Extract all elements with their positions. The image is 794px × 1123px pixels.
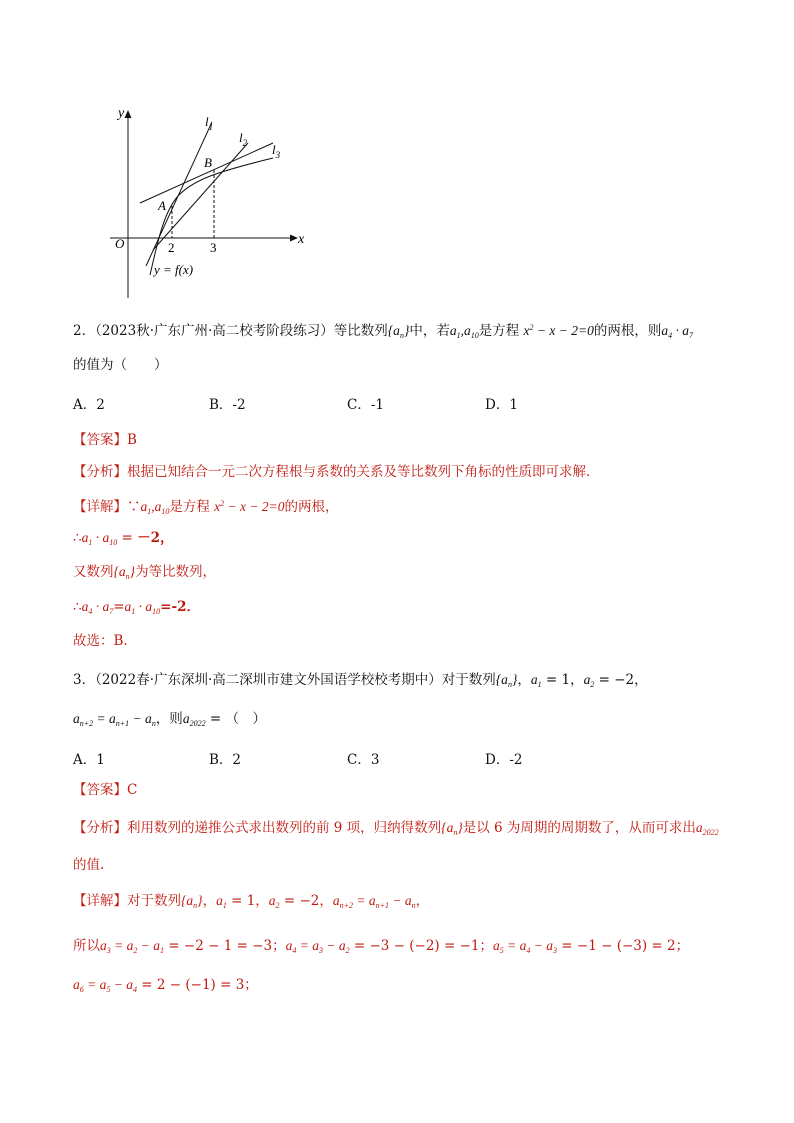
q2-analysis: 【分析】根据已知结合一元二次方程根与系数的关系及等比数列下角标的性质即可求解． xyxy=(73,464,600,480)
q3-option-a: A．1 xyxy=(73,752,105,768)
y-axis-arrow xyxy=(125,110,132,118)
q2-option-a: A．2 xyxy=(73,397,105,413)
q3-detail: 【详解】对于数列$\{a_n\}$，$a_1 = 1$，$a_2 = -2$，$a_{n+2} = a_{n+1} - a_n$， xyxy=(73,893,430,910)
point-a-label: A xyxy=(158,198,166,213)
q2-detail-line4: $\therefore a_4 \cdot a_7=a_1 \cdot a_{10}=-2$． xyxy=(73,599,200,616)
x-axis-arrow xyxy=(290,235,298,242)
q2-detail-line2: $\therefore a_1 \cdot a_{10} = -2$， xyxy=(73,530,174,547)
q2-conclusion: 故选：B. xyxy=(73,633,128,649)
q3-detail-line2: 所以$a_3 = a_2 - a_1 = -2 - 1 = -3$；$a_4 = a_3 - a_2 = -3 - (-2) = -1$；$a_5 = a_4 - a_3 = -1 - (-3) = 2$； xyxy=(73,938,690,955)
line-l2 xyxy=(153,143,248,250)
l1-label: $l_1$ xyxy=(205,114,214,132)
curve-label: y = f(x) xyxy=(154,262,194,277)
q2-detail-line3: 又数列$\{a_n\}$为等比数列， xyxy=(73,564,217,581)
q2-stem: 2．（2023秋·广东广州·高二校考阶段练习）等比数列$\{a_n\}$中，若$a_1,a_{10}$是方程 $x^2 - x - 2=0$的两根，则$a_4 \cdot a_7$ xyxy=(73,323,693,340)
q3-answer: 【答案】C xyxy=(73,782,138,798)
l3-label: $l_3$ xyxy=(272,142,281,160)
y-axis-label: y xyxy=(118,106,125,121)
q3-analysis-line2: 的值. xyxy=(73,857,105,873)
q2-detail: 【详解】$\because a_1,a_{10}$是方程 $x^2 - x - 2=0$的两根， xyxy=(73,499,339,516)
q2-option-c: C．-1 xyxy=(347,397,384,413)
point-b-label: B xyxy=(204,155,212,170)
l2-label: $l_2$ xyxy=(239,130,248,148)
q3-stem: 3．（2022春·广东深圳·高二深圳市建文外国语学校校考期中）对于数列$\{a_n\}$，$a_1 = 1$，$a_2 = -2$， xyxy=(73,672,648,689)
q3-option-d: D．-2 xyxy=(485,752,523,768)
q3-option-c: C．3 xyxy=(347,752,380,768)
line-l3 xyxy=(140,143,273,203)
q3-analysis: 【分析】利用数列的递推公式求出数列的前 9 项，归纳得数列$\{a_n\}$是以 6 为周期的周期数了，从而可求出$a_{2022}$ xyxy=(73,820,719,837)
q2-option-b: B．-2 xyxy=(209,397,246,413)
tick-3-label: 3 xyxy=(210,240,217,255)
q2-answer: 【答案】B xyxy=(73,432,137,448)
q3-stem-line2: $a_{n+2} = a_{n+1} - a_n$，则$a_{2022}$ = （ ） xyxy=(73,711,266,728)
origin-label: O xyxy=(115,236,125,251)
q3-option-b: B．2 xyxy=(209,752,242,768)
x-axis-label: x xyxy=(298,232,305,247)
tangent-lines-figure xyxy=(98,100,318,305)
q3-detail-line3: $a_6 = a_5 - a_4 = 2 - (-1) = 3$； xyxy=(73,977,258,994)
tick-2-label: 2 xyxy=(168,240,175,255)
q2-stem-line2: 的值为（ ） xyxy=(73,357,168,373)
q2-option-d: D．1 xyxy=(485,397,518,413)
